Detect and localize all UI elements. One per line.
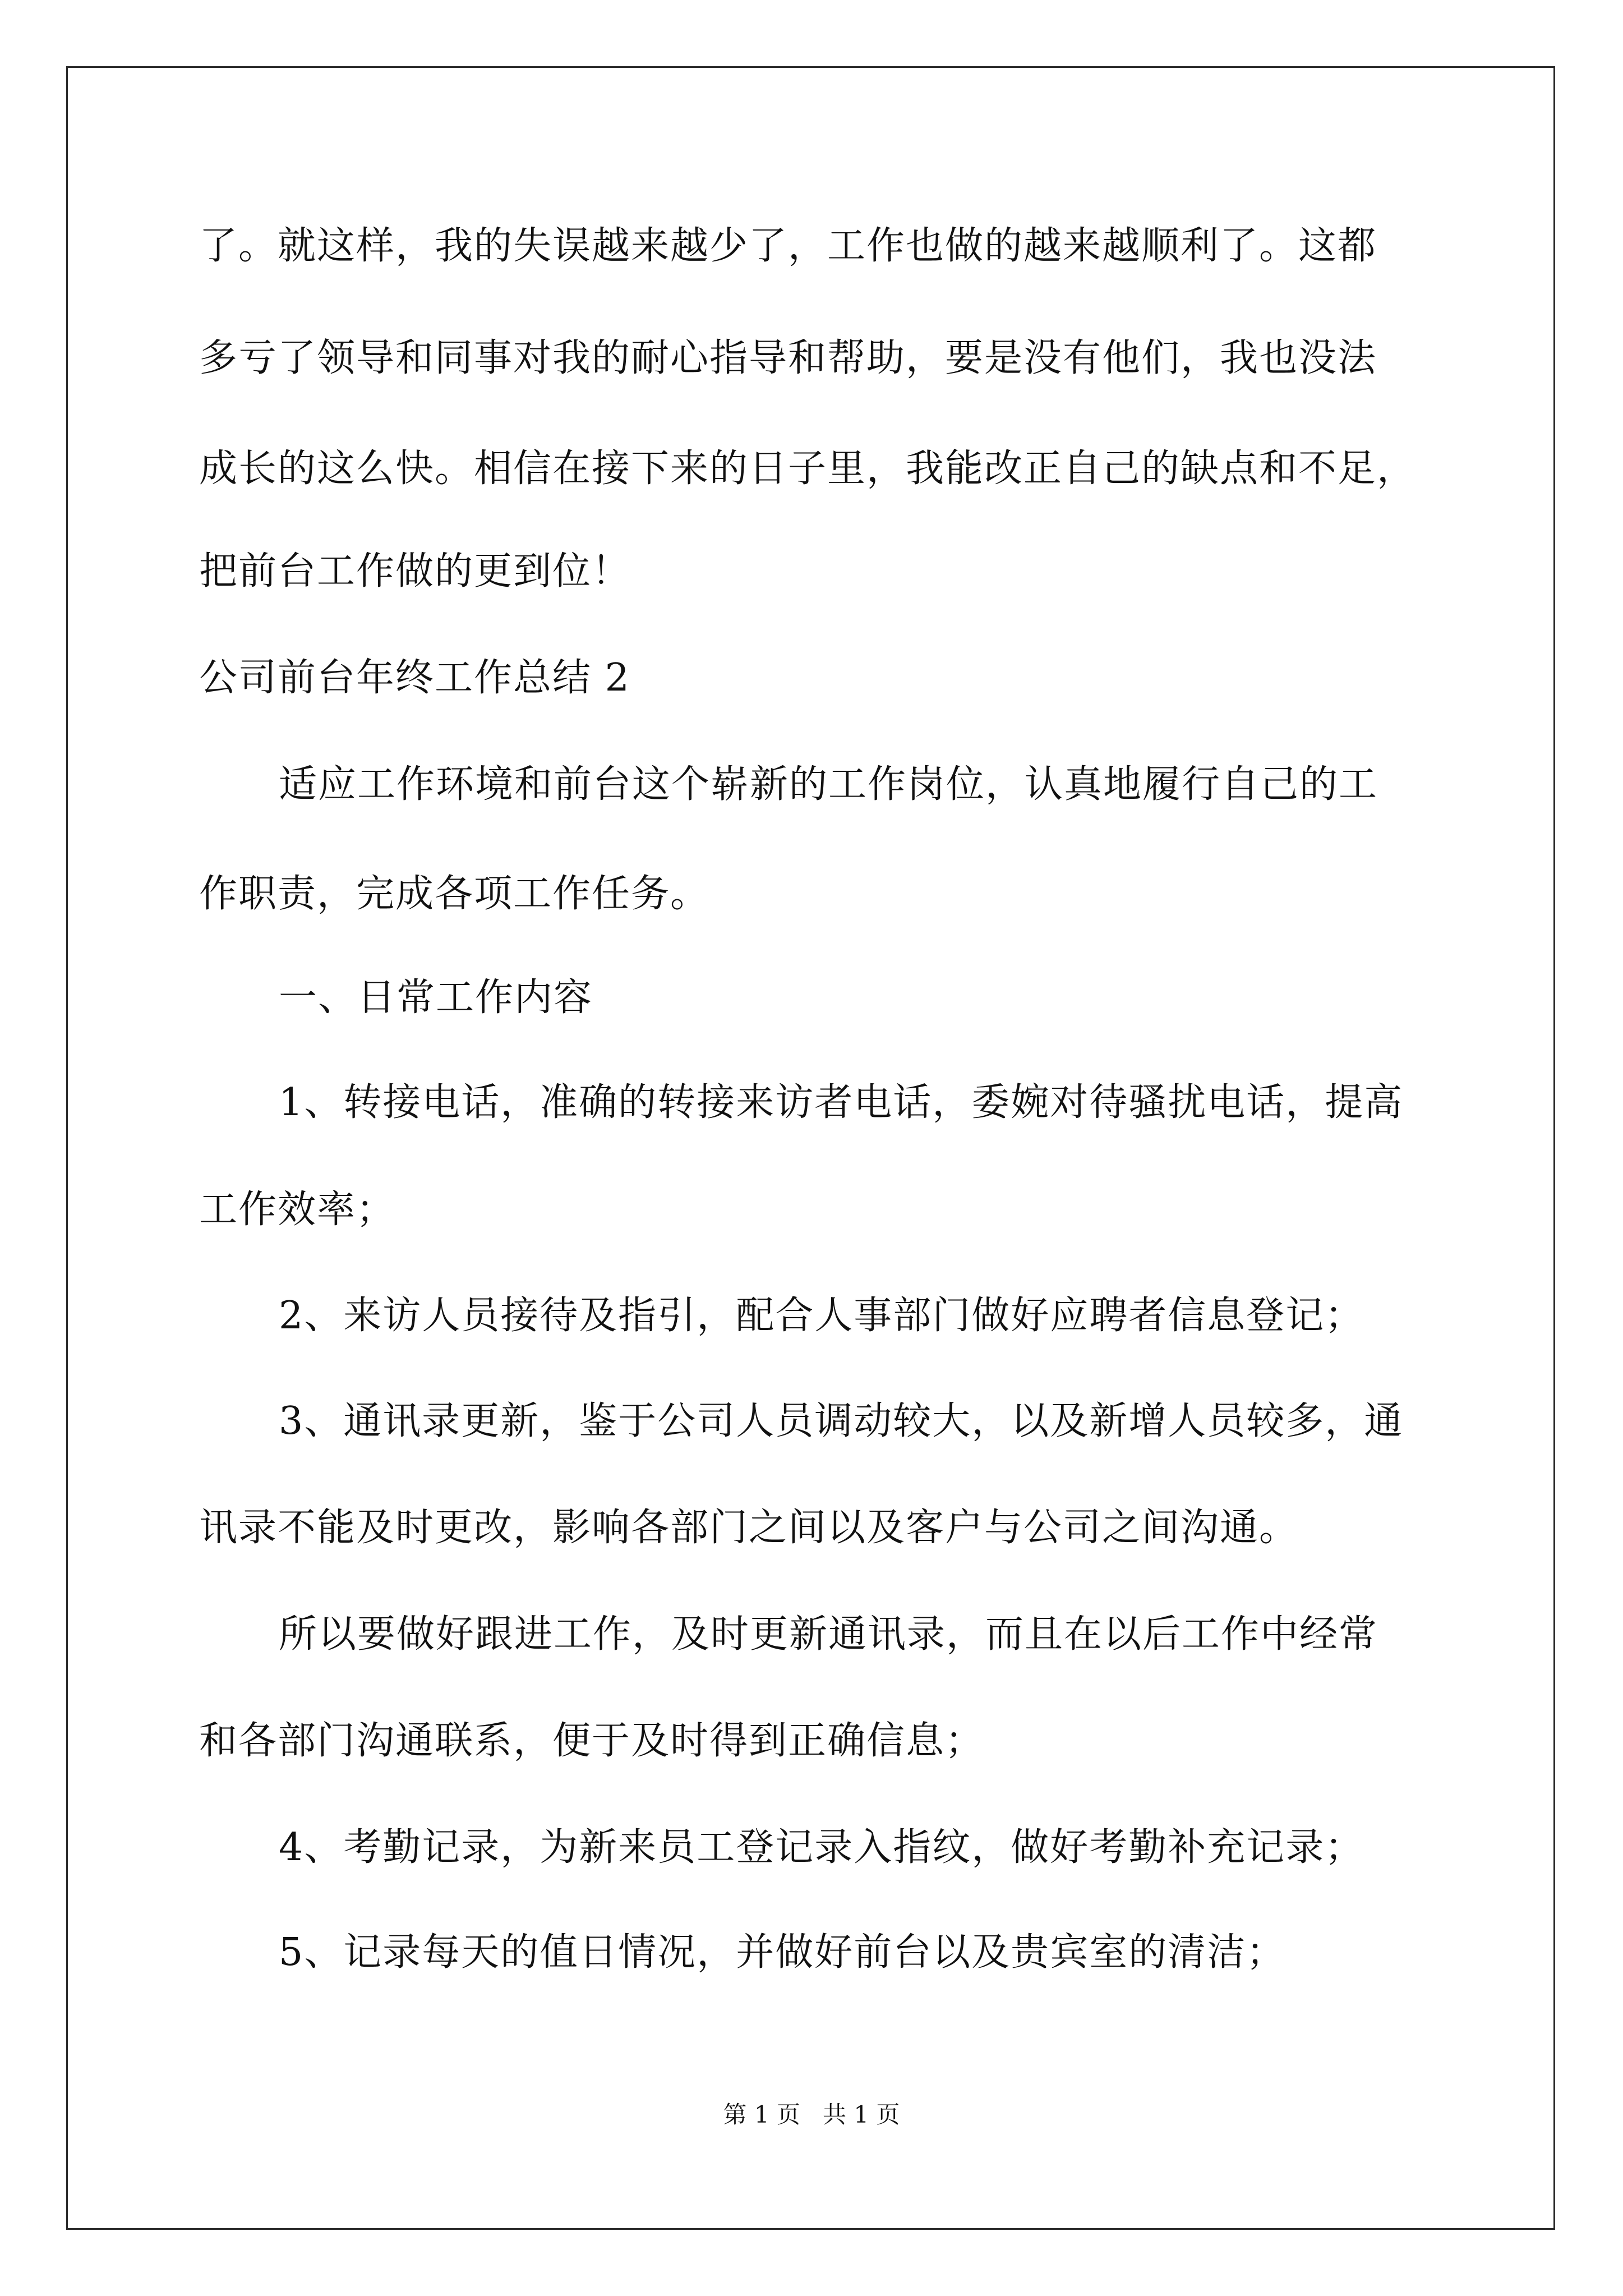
section-heading: 公司前台年终工作总结 2 [199, 656, 630, 700]
paragraph-line: 所以要做好跟进工作，及时更新通讯录，而且在以后工作中经常 [279, 1612, 1378, 1657]
page-border [66, 66, 1555, 2230]
paragraph-line: 讯录不能及时更改，影响各部门之间以及客户与公司之间沟通。 [199, 1506, 1299, 1550]
list-item: 5、记录每天的值日情况，并做好前台以及贵宾室的清洁； [279, 1930, 1286, 1975]
paragraph-line: 了。就这样，我的失误越来越少了，工作也做的越来越顺利了。这都 [199, 224, 1377, 268]
paragraph-line: 作职责，完成各项工作任务。 [199, 872, 710, 916]
paragraph-line: 工作效率； [199, 1188, 396, 1232]
page-footer: 第 1 页 共 1 页 [723, 2101, 900, 2128]
list-item: 3、通讯录更新，鉴于公司人员调动较大，以及新增人员较多，通 [279, 1399, 1404, 1443]
paragraph-line: 适应工作环境和前台这个崭新的工作岗位，认真地履行自己的工 [279, 762, 1378, 807]
list-item: 2、来访人员接待及指引，配合人事部门做好应聘者信息登记； [279, 1294, 1364, 1338]
list-item: 1、转接电话，准确的转接来访者电话，委婉对待骚扰电话，提高 [279, 1080, 1404, 1125]
paragraph-line: 成长的这么快。相信在接下来的日子里，我能改正自己的缺点和不足， [199, 447, 1417, 491]
subsection-heading: 一、日常工作内容 [279, 976, 593, 1020]
paragraph-line: 多亏了领导和同事对我的耐心指导和帮助，要是没有他们，我也没法 [199, 336, 1377, 380]
paragraph-line: 把前台工作做的更到位！ [199, 549, 631, 593]
paragraph-line: 和各部门沟通联系，便于及时得到正确信息； [199, 1719, 985, 1763]
list-item: 4、考勤记录，为新来员工登记录入指纹，做好考勤补充记录； [279, 1825, 1364, 1870]
